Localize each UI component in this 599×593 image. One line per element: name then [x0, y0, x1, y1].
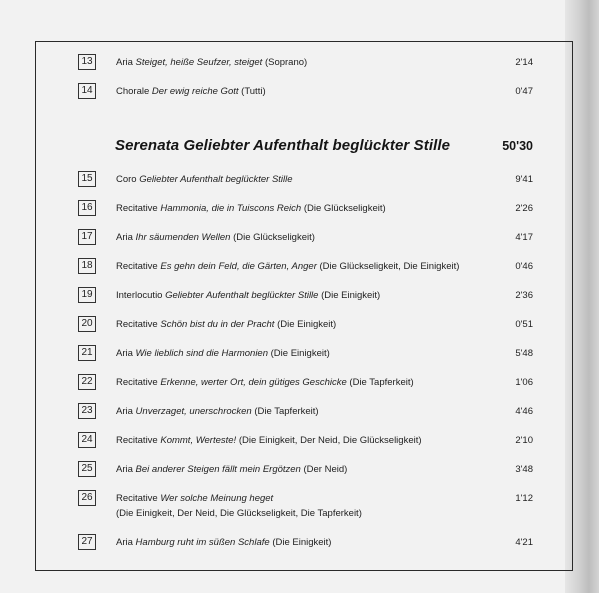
- track-duration: 2'36: [515, 290, 533, 301]
- track-kind: Recitative: [116, 493, 158, 504]
- track-description: [116, 231, 315, 244]
- track-number: 14: [78, 83, 96, 99]
- track-kind: Aria: [116, 406, 133, 417]
- track-title: Wie lieblich sind die Harmonien: [135, 348, 268, 359]
- track-kind: Recitative: [116, 319, 158, 330]
- track-kind: Coro: [116, 174, 137, 185]
- track-number: 22: [78, 374, 96, 390]
- track-duration: 3'48: [515, 464, 533, 475]
- track-description: [116, 202, 386, 215]
- track-voices: (Die Glückseligkeit, Die Einigkeit): [319, 261, 460, 272]
- track-voices: (Die Einigkeit): [272, 537, 332, 548]
- track-number: 25: [78, 461, 96, 477]
- track-duration: 2'14: [515, 57, 533, 68]
- serenata-heading: [115, 137, 533, 157]
- track-kind: Recitative: [116, 435, 158, 446]
- track-description: [116, 347, 330, 360]
- track-duration: 2'26: [515, 203, 533, 214]
- track-number: 20: [78, 316, 96, 332]
- track-title: Hamburg ruht im süßen Schlafe: [135, 537, 270, 548]
- track-number: 24: [78, 432, 96, 448]
- track-title: Ihr säumenden Wellen: [135, 232, 231, 243]
- track-number: 27: [78, 534, 96, 550]
- track-voices: (Die Glückseligkeit): [303, 203, 386, 214]
- track-duration: 4'46: [515, 406, 533, 417]
- track-duration: 2'10: [515, 435, 533, 446]
- track-kind: Aria: [116, 537, 133, 548]
- track-voices: (Die Tapferkeit): [349, 377, 414, 388]
- track-voices: (Die Tapferkeit): [254, 406, 319, 417]
- track-description: [116, 492, 273, 505]
- track-number: 15: [78, 171, 96, 187]
- track-duration: 0'51: [515, 319, 533, 330]
- track-description: [116, 173, 293, 186]
- track-kind: Aria: [116, 232, 133, 243]
- track-number: 16: [78, 200, 96, 216]
- track-description: [116, 536, 331, 549]
- track-description: [116, 463, 347, 476]
- track-title: Steiget, heiße Seufzer, steiget: [135, 57, 263, 68]
- serenata-duration: 50'30: [502, 139, 533, 153]
- track-duration: 1'12: [515, 493, 533, 504]
- track-description: [116, 260, 459, 273]
- track-title: Hammonia, die in Tuiscons Reich: [160, 203, 302, 214]
- track-duration: 4'17: [515, 232, 533, 243]
- track-kind: Recitative: [116, 377, 158, 388]
- track-voices: (Die Einigkeit): [270, 348, 330, 359]
- track-duration: 5'48: [515, 348, 533, 359]
- track-title: Es gehn dein Feld, die Gärten, Anger: [160, 261, 317, 272]
- track-duration: 0'46: [515, 261, 533, 272]
- track-number: 23: [78, 403, 96, 419]
- track-title: Schön bist du in der Pracht: [160, 319, 275, 330]
- track-kind: Recitative: [116, 203, 158, 214]
- track-kind: Aria: [116, 348, 133, 359]
- track-number: 18: [78, 258, 96, 274]
- track-description: [116, 405, 319, 418]
- track-title: Kommt, Werteste!: [160, 435, 237, 446]
- track-kind: Aria: [116, 57, 133, 68]
- track-voices: (Soprano): [264, 57, 308, 68]
- track-voices: (Tutti): [241, 86, 266, 97]
- track-number: 21: [78, 345, 96, 361]
- track-duration: 0'47: [515, 86, 533, 97]
- track-title: Bei anderer Steigen fällt mein Ergötzen: [135, 464, 301, 475]
- track-description: [116, 85, 266, 98]
- track-title: Erkenne, werter Ort, dein gütiges Geschicke: [160, 377, 347, 388]
- track-kind: Interlocutio: [116, 290, 163, 301]
- track-title: Wer solche Meinung heget: [160, 493, 274, 504]
- track-description: [116, 434, 422, 447]
- track-description: [116, 376, 414, 389]
- track-kind: Chorale: [116, 86, 150, 97]
- serenata-label: Serenata: [115, 137, 180, 154]
- track-description: [116, 318, 336, 331]
- track-description: [116, 289, 380, 302]
- track-voices: (Die Einigkeit): [321, 290, 381, 301]
- serenata-work-title: Geliebter Aufenthalt beglückter Stille: [183, 137, 451, 154]
- track-number: 19: [78, 287, 96, 303]
- track-voices: (Die Glückseligkeit): [233, 232, 315, 243]
- track-voices: (Die Einigkeit): [277, 319, 337, 330]
- track-title: Der ewig reiche Gott: [151, 86, 239, 97]
- track-number: 17: [78, 229, 96, 245]
- track-title: Unverzaget, unerschrocken: [135, 406, 252, 417]
- track-voices: (Die Einigkeit, Der Neid, Die Glückseligkeit): [238, 435, 422, 446]
- track-duration: 1'06: [515, 377, 533, 388]
- track-title: Geliebter Aufenthalt beglückter Stille: [139, 174, 293, 185]
- track-duration: 4'21: [515, 537, 533, 548]
- track-duration: 9'41: [515, 174, 533, 185]
- track-description: [116, 56, 307, 69]
- track-kind: Aria: [116, 464, 133, 475]
- track-number: 26: [78, 490, 96, 506]
- track-title: Geliebter Aufenthalt beglückter Stille: [165, 290, 319, 301]
- track-voices: (Der Neid): [303, 464, 348, 475]
- track-voices: (Die Einigkeit, Der Neid, Die Glückseligkeit, Die Tapferkeit): [116, 508, 362, 519]
- track-number: 13: [78, 54, 96, 70]
- serenata-title: [115, 137, 450, 154]
- track-kind: Recitative: [116, 261, 158, 272]
